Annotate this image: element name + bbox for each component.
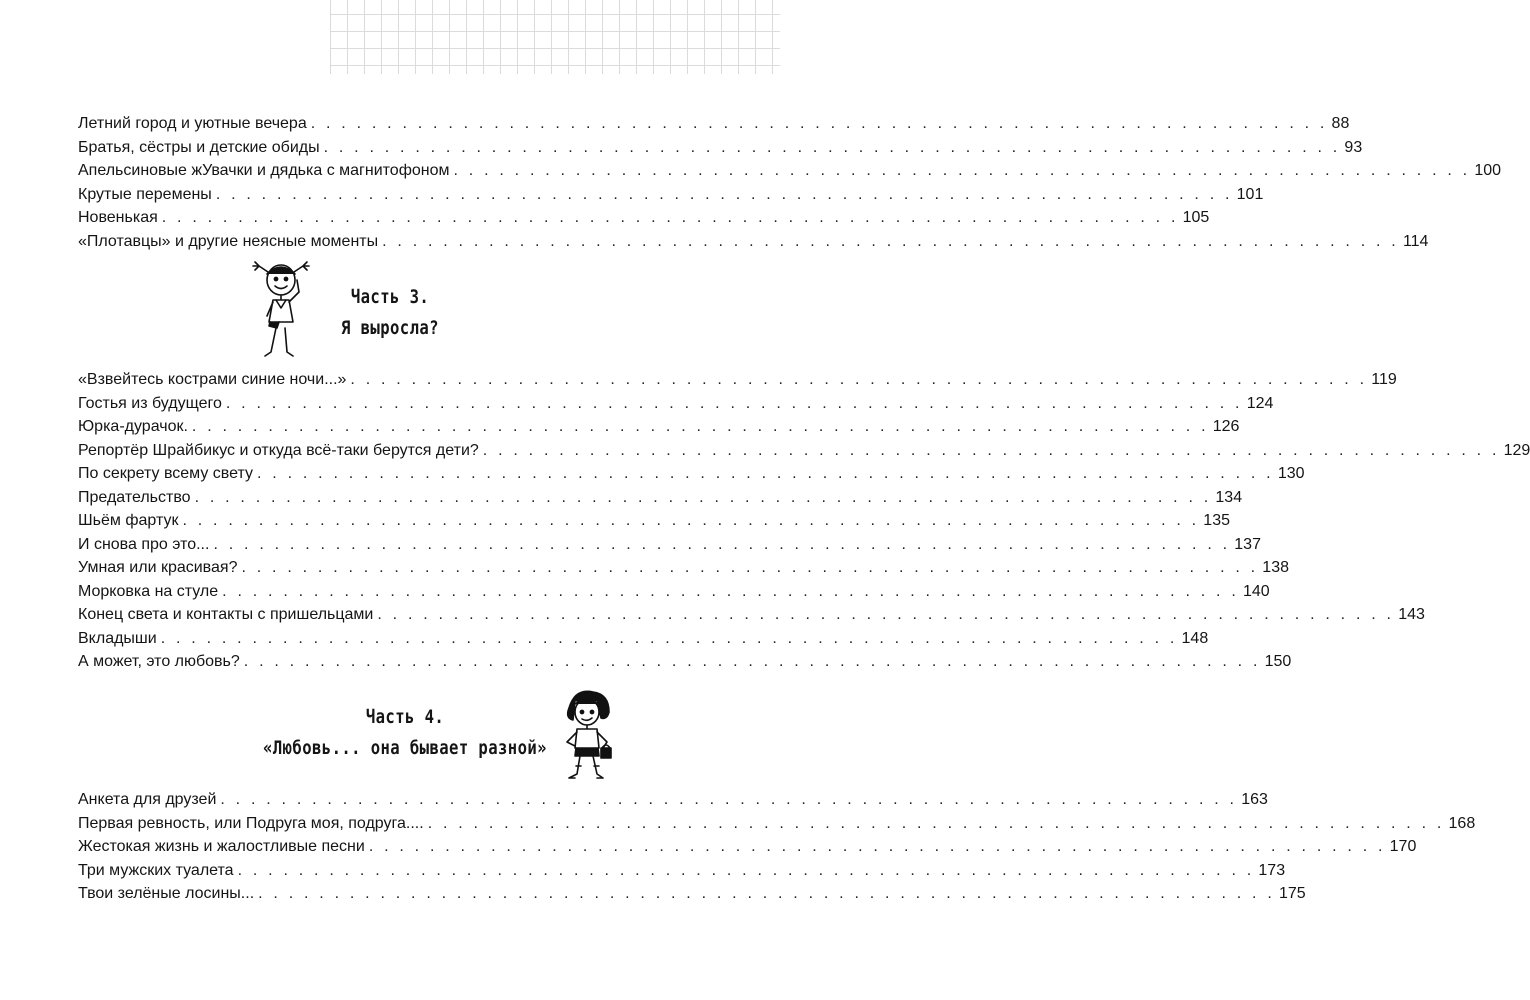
toc-entry[interactable]: [78, 835, 1417, 859]
part-3-label: Часть 3.: [350, 286, 430, 308]
toc-entry-page: 88: [1331, 115, 1350, 132]
girl-with-handbag-illustration: [545, 686, 635, 786]
toc-entry-title: Юрка-дурачок.: [78, 418, 188, 435]
toc-entry[interactable]: [78, 462, 1305, 486]
dot-leader: . . . . . . . . . . . . . . . . . . . . . . . . . . . . . . . . . . . . . . . . . . . . . . . . . . . . . . . . . . . . . . . . . . .: [482, 441, 1500, 459]
toc-entry-title: Гостья из будущего: [78, 394, 222, 412]
dot-leader: . . . . . . . . . . . . . . . . . . . . . . . . . . . . . . . . . . . . . . . . . . . . . . . . . . . . . . . . . . . . . . . . . . .: [182, 512, 1200, 529]
toc-entry-title: Братья, сёстры и детские обиды: [78, 138, 320, 156]
toc-entry-title: Предательство: [78, 488, 191, 506]
toc-entry[interactable]: [78, 159, 1502, 183]
toc-entry-page: 126: [1212, 418, 1240, 435]
toc-entry[interactable]: [78, 509, 1230, 533]
toc-entry[interactable]: [78, 183, 1264, 207]
toc-entry[interactable]: [78, 368, 1397, 392]
toc-entry-title: Шьём фартук: [78, 512, 179, 529]
toc-entry-page: 170: [1389, 838, 1417, 855]
toc-entry[interactable]: [78, 882, 1306, 906]
toc-entry[interactable]: [78, 415, 1240, 439]
toc-entry-title: Твои зелёные лосины...: [78, 885, 255, 902]
toc-part-3: [78, 368, 1530, 674]
part-4-title: «Любовь... она бывает разной»: [263, 737, 547, 759]
toc-entry[interactable]: [78, 580, 1270, 604]
dot-leader: . . . . . . . . . . . . . . . . . . . . . . . . . . . . . . . . . . . . . . . . . . . . . . . . . . . . . . . . . . . . . . . . . . .: [215, 185, 1233, 203]
toc-entry-page: 173: [1258, 861, 1286, 879]
dot-leader: . . . . . . . . . . . . . . . . . . . . . . . . . . . . . . . . . . . . . . . . . . . . . . . . . . . . . . . . . . . . . . . . . . .: [161, 209, 1179, 226]
toc-entry[interactable]: [78, 112, 1350, 136]
toc-entry-page: 150: [1264, 653, 1292, 670]
toc-entry-page: 105: [1182, 209, 1210, 226]
toc-entry[interactable]: [78, 627, 1209, 651]
dot-leader: . . . . . . . . . . . . . . . . . . . . . . . . . . . . . . . . . . . . . . . . . . . . . . . . . . . . . . . . . . . . . . . . . . .: [225, 394, 1243, 412]
dot-leader: . . . . . . . . . . . . . . . . . . . . . . . . . . . . . . . . . . . . . . . . . . . . . . . . . . . . . . . . . . . . . . . . . . .: [220, 791, 1238, 808]
toc-entry-title: И снова про это...: [78, 535, 210, 553]
dot-leader: . . . . . . . . . . . . . . . . . . . . . . . . . . . . . . . . . . . . . . . . . . . . . . . . . . . . . . . . . . . . . . . . . . .: [310, 115, 1328, 132]
toc-entry-page: 101: [1236, 185, 1264, 203]
toc-entry-page: 137: [1234, 535, 1261, 553]
girl-with-pigtails-illustration: [243, 256, 321, 362]
dot-leader: . . . . . . . . . . . . . . . . . . . . . . . . . . . . . . . . . . . . . . . . . . . . . . . . . . . . . . . . . . . . . . . . . . .: [382, 232, 1399, 250]
toc-entry-page: 168: [1448, 814, 1476, 832]
toc-entry-page: 138: [1262, 559, 1289, 576]
dot-leader: . . . . . . . . . . . . . . . . . . . . . . . . . . . . . . . . . . . . . . . . . . . . . . . . . . . . . . . . . . . . . . . . . . .: [323, 138, 1341, 156]
toc-entry-page: 143: [1398, 606, 1425, 623]
part-4-label: Часть 4.: [365, 706, 445, 728]
toc-entry-title: Вкладыши: [78, 629, 157, 647]
toc-entry[interactable]: [78, 486, 1243, 510]
toc-entry-title: Апельсиновые жУвачки и дядька с магнитофоном: [78, 162, 450, 179]
toc-entry[interactable]: [78, 230, 1429, 254]
toc-entry-page: 114: [1402, 232, 1429, 250]
toc-entry-page: 134: [1215, 488, 1243, 506]
toc-entry-page: 124: [1246, 394, 1274, 412]
toc-entry[interactable]: [78, 206, 1210, 230]
toc-entry-page: 163: [1241, 791, 1268, 808]
toc-entry-title: Крутые перемены: [78, 185, 212, 203]
toc-entry-title: А может, это любовь?: [78, 653, 240, 670]
dot-leader: . . . . . . . . . . . . . . . . . . . . . . . . . . . . . . . . . . . . . . . . . . . . . . . . . . . . . . . . . . . . . . . . . . .: [453, 162, 1471, 179]
toc-entry-title: Умная или красивая?: [78, 559, 238, 576]
toc-entry[interactable]: [78, 556, 1289, 580]
dot-leader: . . . . . . . . . . . . . . . . . . . . . . . . . . . . . . . . . . . . . . . . . . . . . . . . . . . . . . . . . . . . . . . . . . .: [243, 653, 1261, 670]
toc-entry-page: 140: [1242, 582, 1270, 600]
toc-section-1: [78, 112, 1502, 253]
part-3-heading: [316, 282, 464, 344]
toc-entry[interactable]: [78, 788, 1268, 812]
toc-entry-page: 100: [1474, 162, 1502, 179]
toc-entry[interactable]: [78, 859, 1286, 883]
toc-entry-title: Репортёр Шрайбикус и откуда всё-таки берутся дети?: [78, 441, 479, 459]
toc-entry-page: 135: [1203, 512, 1230, 529]
toc-entry[interactable]: [78, 533, 1261, 557]
dot-leader: . . . . . . . . . . . . . . . . . . . . . . . . . . . . . . . . . . . . . . . . . . . . . . . . . . . . . . . . . . . . . . . . . . .: [222, 582, 1239, 600]
toc-entry-title: Первая ревность, или Подруга моя, подруга....: [78, 814, 424, 832]
toc-entry-title: Морковка на стуле: [78, 582, 219, 600]
toc-entry-title: «Взвейтесь кострами синие ночи...»: [78, 371, 347, 388]
toc-entry-title: Конец света и контакты с пришельцами: [78, 606, 374, 623]
toc-entry[interactable]: [78, 812, 1476, 836]
toc-entry[interactable]: [78, 603, 1425, 627]
dot-leader: . . . . . . . . . . . . . . . . . . . . . . . . . . . . . . . . . . . . . . . . . . . . . . . . . . . . . . . . . . . . . . . . . . .: [377, 606, 1395, 623]
part-3-title: Я выросла?: [341, 317, 439, 339]
dot-leader: . . . . . . . . . . . . . . . . . . . . . . . . . . . . . . . . . . . . . . . . . . . . . . . . . . . . . . . . . . . . . . . . . . .: [213, 535, 1231, 553]
toc-entry-page: 129: [1503, 441, 1530, 459]
toc-part-4: [78, 788, 1476, 906]
dot-leader: . . . . . . . . . . . . . . . . . . . . . . . . . . . . . . . . . . . . . . . . . . . . . . . . . . . . . . . . . . . . . . . . . . .: [257, 465, 1274, 482]
toc-entry-title: Новенькая: [78, 209, 158, 226]
dot-leader: . . . . . . . . . . . . . . . . . . . . . . . . . . . . . . . . . . . . . . . . . . . . . . . . . . . . . . . . . . . . . . . . . . .: [194, 488, 1212, 506]
dot-leader: . . . . . . . . . . . . . . . . . . . . . . . . . . . . . . . . . . . . . . . . . . . . . . . . . . . . . . . . . . . . . . . . . . .: [427, 814, 1445, 832]
toc-entry[interactable]: [78, 439, 1530, 463]
dot-leader: . . . . . . . . . . . . . . . . . . . . . . . . . . . . . . . . . . . . . . . . . . . . . . . . . . . . . . . . . . . . . . . . . . .: [160, 629, 1178, 647]
dot-leader: . . . . . . . . . . . . . . . . . . . . . . . . . . . . . . . . . . . . . . . . . . . . . . . . . . . . . . . . . . . . . . . . . . .: [350, 371, 1368, 388]
toc-entry-title: По секрету всему свету: [78, 465, 253, 482]
toc-entry[interactable]: [78, 650, 1292, 674]
part-4-heading: [233, 702, 577, 764]
toc-entry[interactable]: [78, 136, 1363, 160]
dot-leader: . . . . . . . . . . . . . . . . . . . . . . . . . . . . . . . . . . . . . . . . . . . . . . . . . . . . . . . . . . . . . . . . . . .: [258, 885, 1275, 902]
dot-leader: . . . . . . . . . . . . . . . . . . . . . . . . . . . . . . . . . . . . . . . . . . . . . . . . . . . . . . . . . . . . . . . . . . .: [241, 559, 1259, 576]
toc-entry-title: Жестокая жизнь и жалостливые песни: [78, 838, 365, 855]
toc-entry-page: 175: [1278, 885, 1306, 902]
dot-leader: . . . . . . . . . . . . . . . . . . . . . . . . . . . . . . . . . . . . . . . . . . . . . . . . . . . . . . . . . . . . . . . . . . .: [191, 418, 1209, 435]
toc-entry-title: Анкета для друзей: [78, 791, 217, 808]
toc-entry-page: 130: [1277, 465, 1305, 482]
toc-entry-page: 148: [1181, 629, 1209, 647]
toc-entry-title: Три мужских туалета: [78, 861, 234, 879]
toc-entry-title: Летний город и уютные вечера: [78, 115, 307, 132]
toc-entry[interactable]: [78, 392, 1274, 416]
dot-leader: . . . . . . . . . . . . . . . . . . . . . . . . . . . . . . . . . . . . . . . . . . . . . . . . . . . . . . . . . . . . . . . . . . .: [368, 838, 1386, 855]
graph-paper-decoration: [330, 0, 780, 74]
toc-entry-title: «Плотавцы» и другие неясные моменты: [78, 232, 379, 250]
dot-leader: . . . . . . . . . . . . . . . . . . . . . . . . . . . . . . . . . . . . . . . . . . . . . . . . . . . . . . . . . . . . . . . . . . .: [237, 861, 1255, 879]
toc-entry-page: 119: [1371, 371, 1397, 388]
toc-entry-page: 93: [1344, 138, 1363, 156]
